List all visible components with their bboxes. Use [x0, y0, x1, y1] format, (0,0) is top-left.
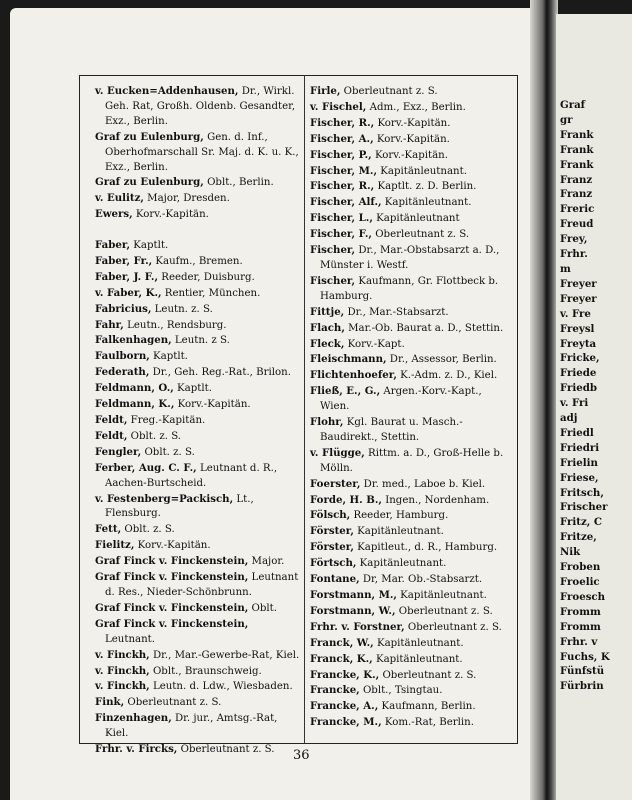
next-page-fragments	[560, 98, 610, 694]
entry-detail: Kapitleut., d. R., Hamburg.	[353, 542, 498, 554]
directory-entry	[310, 588, 510, 604]
directory-entry	[95, 381, 300, 397]
directory-entry	[310, 446, 510, 477]
entry-name: Frhr. v. Forstner,	[310, 620, 405, 633]
entry-name: Fontane,	[310, 573, 360, 586]
entry-detail: Dr., Wirkl. Geh. Rat, Großh. Oldenb. Gesandter, Exz., Berlin.	[105, 86, 296, 127]
entry-name: v. Fischel,	[310, 100, 367, 113]
entry-name: Faber,	[95, 239, 131, 252]
directory-entry	[95, 538, 300, 554]
next-page-fragment: v. Fri	[560, 397, 589, 410]
entry-name: Fischer, L.,	[310, 212, 373, 225]
entry-name: v. Finckh,	[95, 648, 150, 661]
entry-detail: Oberleutnant z. S.	[404, 621, 502, 633]
entry-name: Feldt,	[95, 414, 128, 427]
directory-entry	[95, 461, 300, 492]
directory-entry	[310, 195, 510, 211]
entry-detail: Rentier, München.	[161, 287, 261, 299]
entry-name: Fischer, A.,	[310, 132, 374, 145]
next-page-fragment: Franz	[560, 188, 593, 201]
entry-name: Forstmann, W.,	[310, 604, 396, 617]
entry-detail: Oblt., Braunschweig.	[149, 665, 262, 677]
entry-name: Fielitz,	[95, 539, 135, 552]
entry-name: Franck, K.,	[310, 652, 373, 665]
directory-entry	[95, 679, 300, 695]
book-gutter	[530, 0, 558, 800]
entry-detail: Kaptlt.	[149, 351, 188, 363]
next-page-fragment: Frischer	[560, 501, 608, 514]
entry-name: Foerster,	[310, 477, 361, 490]
directory-entry	[310, 668, 510, 684]
next-page-fragment: Fromm	[560, 605, 601, 618]
entry-detail: Leutnant d. Res., Nieder-Schönbrunn.	[105, 572, 299, 598]
entry-name: Graf zu Eulenburg,	[95, 130, 204, 143]
next-page-fragment: Fuchs, K	[560, 650, 610, 663]
entry-detail: Leutn., Rendsburg.	[123, 319, 227, 331]
directory-entry	[95, 429, 300, 445]
next-page-fragment: Freric	[560, 203, 595, 216]
directory-entry	[310, 352, 510, 368]
entry-detail: Adm., Exz., Berlin.	[366, 101, 466, 113]
directory-entry	[95, 711, 300, 742]
directory-entry	[95, 318, 300, 334]
entry-detail: Kapitänleutnant.	[353, 526, 444, 538]
entry-detail: Kaptlt. z. D. Berlin.	[374, 181, 477, 193]
entry-detail: Leutn. z S.	[171, 335, 230, 347]
directory-entry	[310, 572, 510, 588]
next-page-fragment: Frhr.	[560, 248, 588, 261]
directory-entry	[310, 493, 510, 509]
next-page-fragment: Fritz, C	[560, 516, 602, 529]
entry-gap	[95, 223, 300, 238]
directory-entry	[95, 238, 300, 254]
entry-detail: Korv.-Kapitän.	[374, 117, 451, 129]
directory-entry	[95, 492, 300, 523]
directory-entry	[95, 84, 300, 130]
directory-entry	[95, 191, 300, 207]
directory-entry	[95, 365, 300, 381]
entry-name: Fleischmann,	[310, 353, 387, 366]
directory-entry	[310, 715, 510, 731]
entry-name: Fließ, E., G.,	[310, 385, 381, 398]
entry-name: Fischer,	[310, 244, 356, 257]
entry-name: Francke, A.,	[310, 700, 379, 713]
entry-name: Graf Finck v. Finckenstein,	[95, 617, 249, 630]
entry-name: Francke, K.,	[310, 668, 380, 681]
entry-detail: Kaufmann, Berlin.	[378, 701, 476, 713]
entry-detail: Kapitänleutnant.	[396, 590, 487, 601]
entry-name: Fleck,	[310, 337, 345, 350]
directory-entry	[95, 333, 300, 349]
entry-detail: Dr., Mar.-Stabsarzt.	[344, 306, 449, 318]
next-page-fragment: m	[560, 262, 571, 275]
entry-name: Francke, M.,	[310, 716, 382, 729]
entry-detail: Oberleutnant z. S.	[379, 669, 477, 681]
entry-name: v. Faber, K.,	[95, 286, 162, 299]
entry-name: Feldmann, O.,	[95, 382, 174, 395]
entry-name: Fett,	[95, 523, 122, 536]
next-page-fragment: Graf	[560, 99, 586, 111]
directory-entry	[310, 179, 510, 195]
entry-detail: Reeder, Duisburg.	[158, 271, 255, 283]
next-page-fragment: Fürbrin	[560, 680, 604, 693]
next-page-fragment: v. Fre	[560, 307, 591, 320]
directory-entry	[310, 132, 510, 148]
entry-name: Fittje,	[310, 305, 345, 318]
directory-entry	[95, 601, 300, 617]
entry-detail: Leutnant.	[105, 633, 155, 645]
entry-detail: Kapitänleutnant.	[377, 165, 467, 177]
entry-detail: Oblt., Tsingtau.	[359, 685, 443, 697]
entry-detail: Oblt.	[248, 602, 278, 614]
entry-detail: Oblt. z. S.	[121, 524, 175, 536]
entry-detail: Oberleutnant z. S.	[371, 229, 470, 241]
directory-entry	[310, 604, 510, 620]
entry-name: Forde, H. B.,	[310, 493, 382, 506]
entry-name: Förster,	[310, 541, 354, 554]
entry-detail: Dr., Assessor, Berlin.	[386, 354, 497, 366]
entry-name: Graf Finck v. Finckenstein,	[95, 555, 249, 568]
entry-name: Fischer, Alf.,	[310, 196, 382, 209]
directory-entry	[95, 130, 300, 176]
entry-name: Fabricius,	[95, 302, 152, 315]
entry-detail: Oberleutnant z. S.	[340, 86, 438, 97]
entry-name: Förster,	[310, 525, 354, 538]
directory-entry	[310, 164, 510, 180]
directory-entry	[95, 445, 300, 461]
directory-entry	[310, 211, 510, 227]
directory-entry	[95, 413, 300, 429]
directory-entry	[95, 397, 300, 413]
entry-detail: Kaufmann, Gr. Flottbeck b. Hamburg.	[320, 275, 499, 302]
entry-detail: Korv.-Kapitän.	[132, 209, 209, 221]
entry-name: Feldmann, K.,	[95, 398, 175, 411]
entry-detail: Korv.-Kapitän.	[174, 399, 251, 411]
next-page-fragment: Fritze,	[560, 531, 597, 544]
entry-detail: Oblt. z. S.	[141, 446, 195, 458]
next-page-fragment: Freysl	[560, 322, 595, 335]
entry-detail: Kapitänleutnant.	[372, 653, 463, 665]
entry-name: Feldt,	[95, 429, 128, 442]
right-column	[310, 84, 510, 731]
directory-entry	[95, 207, 300, 223]
entry-detail: Korv.-Kapt.	[344, 338, 405, 350]
directory-entry	[310, 524, 510, 540]
directory-entry	[310, 477, 510, 493]
entry-detail: Major, Dresden.	[143, 193, 230, 205]
entry-detail: Kaufm., Bremen.	[152, 255, 243, 267]
entry-detail: Dr. med., Laboe b. Kiel.	[360, 478, 486, 490]
next-page-fragment: adj	[560, 412, 578, 425]
entry-detail: Kaptlt.	[130, 240, 169, 252]
entry-detail: Gen. d. Inf., Oberhofmarschall Sr. Maj. d. K. u. K., Exz., Berlin.	[105, 131, 299, 173]
entry-name: Ewers,	[95, 208, 133, 221]
entry-name: v. Festenberg=Packisch,	[95, 492, 234, 505]
entry-name: Graf zu Eulenburg,	[95, 176, 204, 189]
directory-entry	[310, 116, 510, 132]
entry-name: Ferber, Aug. C. F.,	[95, 461, 197, 474]
next-page-fragment: Friese,	[560, 471, 599, 484]
directory-entry	[95, 742, 300, 758]
next-page-fragment: Froben	[560, 561, 601, 574]
entry-detail: Leutn. z. S.	[151, 303, 213, 315]
entry-detail: Leutn. d. Ldw., Wiesbaden.	[149, 681, 293, 693]
directory-entry	[310, 100, 510, 116]
entry-detail: Kapitänleutnant.	[356, 558, 447, 570]
next-page-fragment: Freyer	[560, 277, 597, 290]
entry-name: Finzenhagen,	[95, 712, 172, 725]
directory-entry	[95, 554, 300, 570]
entry-detail: Ingen., Nordenham.	[381, 494, 490, 506]
column-divider	[304, 75, 305, 744]
next-page-fragment: Froesch	[560, 590, 606, 603]
directory-entry	[310, 699, 510, 715]
entry-detail: Dr, Mar. Ob.-Stabsarzt.	[359, 574, 483, 586]
next-page-fragment: gr	[560, 113, 573, 126]
directory-entry	[310, 321, 510, 337]
entry-detail: Mar.-Ob. Baurat a. D., Stettin.	[344, 322, 504, 334]
entry-name: Fischer, P.,	[310, 148, 372, 161]
next-page-fragment: Frielin	[560, 456, 598, 469]
entry-detail: Oberleutnant z. S.	[395, 605, 493, 617]
entry-name: Fink,	[95, 696, 125, 709]
entry-detail: Korv.-Kapitän.	[373, 133, 450, 145]
next-page-fragment: Freyer	[560, 292, 597, 305]
entry-name: Fischer, M.,	[310, 164, 378, 177]
entry-name: Fischer, R.,	[310, 180, 375, 193]
entry-detail: Kapitänleutnant.	[381, 197, 472, 209]
entry-name: v. Eucken=Addenhausen,	[95, 85, 239, 97]
next-page-fragment: Friedl	[560, 426, 594, 439]
next-page-fragment: Fritsch,	[560, 486, 604, 499]
entry-detail: Dr., Mar.-Obstabsarzt a. D., Münster i. Westf.	[320, 245, 500, 271]
entry-name: Förtsch,	[310, 557, 357, 570]
entry-name: Fölsch,	[310, 509, 351, 522]
entry-name: v. Eulitz,	[95, 192, 144, 205]
entry-detail: Kaptlt.	[173, 383, 212, 395]
entry-detail: Kapitänleutnant.	[373, 637, 464, 649]
next-page-fragment: Friedri	[560, 441, 600, 454]
entry-detail: Major.	[248, 556, 285, 568]
entry-name: v. Finckh,	[95, 680, 150, 693]
entry-detail: Reeder, Hamburg.	[350, 510, 449, 522]
directory-entry	[310, 508, 510, 524]
entry-detail: Freg.-Kapitän.	[127, 415, 206, 427]
entry-name: v. Finckh,	[95, 664, 150, 677]
directory-entry	[95, 664, 300, 680]
next-page-fragment: Franz	[560, 173, 593, 186]
directory-entry	[95, 270, 300, 286]
entry-detail: Kgl. Baurat u. Masch.-Baudirekt., Stettin.	[320, 417, 463, 443]
next-page-fragment: Frank	[560, 128, 594, 141]
directory-entry	[310, 652, 510, 668]
directory-entry	[95, 286, 300, 302]
entry-name: Flichtenhoefer,	[310, 369, 397, 382]
entry-detail: Argen.-Korv.-Kapt., Wien.	[320, 386, 482, 413]
entry-detail: Kapitänleutnant	[372, 213, 460, 225]
entry-name: Frhr. v. Fircks,	[95, 743, 178, 756]
directory-entry	[310, 415, 510, 446]
entry-name: Francke,	[310, 684, 360, 697]
entry-name: Faber, Fr.,	[95, 254, 153, 267]
directory-entry	[310, 227, 510, 243]
next-page-fragment: Fünfstü	[560, 665, 605, 678]
entry-name: Firle,	[310, 85, 341, 97]
entry-name: Fischer,	[310, 274, 356, 287]
directory-entry	[95, 648, 300, 664]
entry-detail: Kom.-Rat, Berlin.	[381, 717, 474, 729]
entry-detail: Rittm. a. D., Groß-Helle b. Mölln.	[320, 447, 504, 474]
entry-name: Forstmann, M.,	[310, 589, 397, 601]
entry-name: Fischer, F.,	[310, 228, 372, 241]
right-page	[556, 14, 632, 800]
next-page-fragment: Fricke,	[560, 352, 600, 365]
directory-entry	[310, 368, 510, 384]
entry-name: Faber, J. F.,	[95, 270, 159, 283]
entry-detail: Dr. jur., Amtsg.-Rat, Kiel.	[105, 713, 278, 740]
entry-name: Faulborn,	[95, 350, 150, 363]
next-page-fragment: Frey,	[560, 233, 588, 246]
directory-entry	[95, 617, 300, 648]
directory-entry	[310, 243, 510, 274]
directory-entry	[310, 148, 510, 164]
next-page-fragment: Freud	[560, 218, 594, 231]
entry-name: Falkenhagen,	[95, 334, 172, 347]
directory-entry	[95, 522, 300, 538]
entry-detail: Korv.-Kapitän.	[134, 540, 211, 552]
entry-detail: Dr., Mar.-Gewerbe-Rat, Kiel.	[149, 649, 300, 661]
next-page-fragment: Nik	[560, 546, 581, 559]
directory-entry	[310, 540, 510, 556]
entry-detail: Leutnant d. R., Aachen-Burtscheid.	[105, 462, 278, 489]
directory-entry	[310, 274, 510, 305]
directory-entry	[95, 695, 300, 711]
directory-entry	[310, 620, 510, 636]
entry-detail: Lt., Flensburg.	[105, 493, 254, 520]
entry-name: Flach,	[310, 321, 345, 334]
next-page-fragment: Froelic	[560, 576, 600, 588]
entry-name: Graf Finck v. Finckenstein,	[95, 601, 249, 614]
directory-entry	[95, 570, 300, 601]
entry-detail: Oblt. z. S.	[127, 430, 182, 442]
entry-name: Fischer, R.,	[310, 116, 375, 129]
directory-entry	[95, 349, 300, 365]
page-number: 36	[293, 748, 310, 763]
entry-name: Franck, W.,	[310, 636, 374, 649]
next-page-fragment: Friede	[560, 367, 597, 380]
next-page-fragment: Friedb	[560, 382, 598, 395]
next-page-fragment: Fromm	[560, 620, 601, 633]
entry-detail: Korv.-Kapitän.	[371, 149, 448, 161]
entry-detail: Oberleutnant z. S.	[124, 697, 222, 709]
directory-entry	[310, 84, 510, 100]
entry-detail: Oberleutnant z. S.	[177, 744, 275, 756]
entry-name: Graf Finck v. Finckenstein,	[95, 571, 249, 584]
directory-entry	[310, 337, 510, 353]
entry-detail: K.-Adm. z. D., Kiel.	[396, 370, 498, 382]
next-page-fragment: Freyta	[560, 337, 597, 350]
directory-entry	[310, 683, 510, 699]
directory-entry	[95, 254, 300, 270]
directory-entry	[95, 302, 300, 318]
next-page-fragment: Frhr. v	[560, 635, 598, 648]
left-column	[95, 84, 300, 758]
next-page-fragment: Frank	[560, 158, 594, 171]
entry-detail: Dr., Geh. Reg.-Rat., Brilon.	[149, 367, 291, 379]
directory-entry	[310, 384, 510, 415]
entry-name: v. Flügge,	[310, 446, 365, 459]
directory-entry	[95, 175, 300, 191]
entry-name: Fengler,	[95, 445, 142, 458]
entry-name: Flohr,	[310, 416, 344, 429]
entry-name: Fahr,	[95, 318, 124, 331]
directory-entry	[310, 305, 510, 321]
directory-entry	[310, 636, 510, 652]
entry-name: Federath,	[95, 366, 150, 379]
directory-entry	[310, 556, 510, 572]
entry-detail: Oblt., Berlin.	[203, 177, 274, 189]
next-page-fragment: Frank	[560, 143, 594, 156]
